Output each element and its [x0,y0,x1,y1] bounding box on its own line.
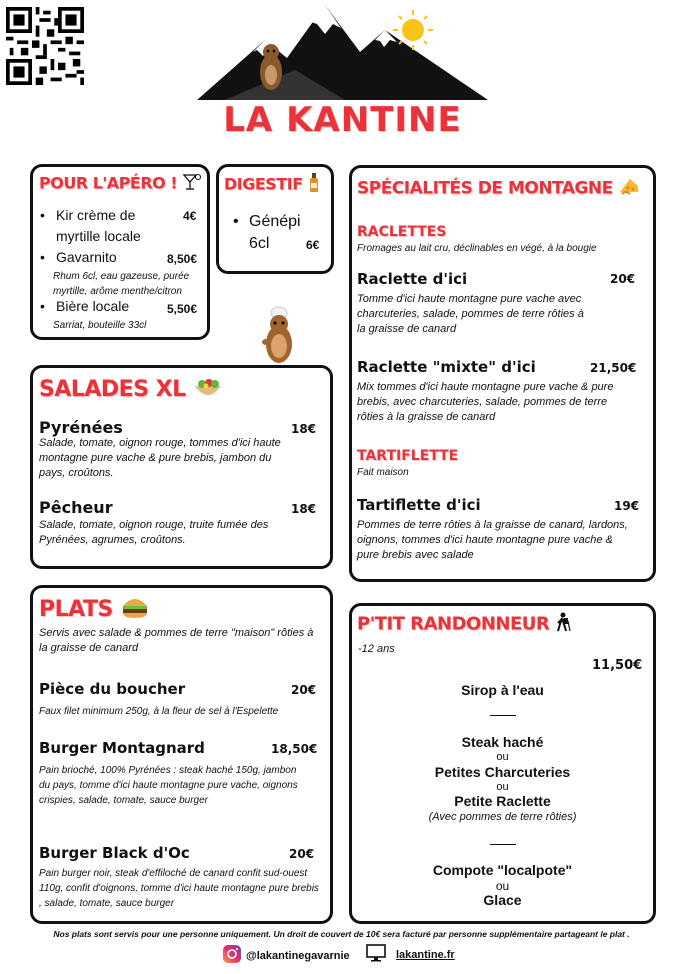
digestif-title-text: DIGESTIF [224,174,303,194]
raclette-1-name: Raclette "mixte" d'ici [357,358,536,376]
randonneur-drink: Sirop à l'eau [461,682,544,698]
randonneur-title-text: P'TIT RANDONNEUR [357,613,550,635]
tartiflette-0-desc: Pommes de terre rôties à la graisse de canard, lardons, oignons, tommes d'ici haute montagne pure vache & pure brebis avec salade [357,519,628,561]
plat-2-desc: Pain burger noir, steak d'effiloché de canard confit sud-ouest 110g, confit d'oignons, tomme d'ici haute montagne pure brebis , salade, tomate, sauce burger [39,868,319,909]
randonneur-main-1: Steak haché [461,734,544,750]
randonneur-or-1: ou [496,751,509,763]
chef-marmot-icon [258,306,300,366]
plat-0-price: 20€ [291,683,317,697]
instagram-link[interactable] [222,944,350,967]
salade-0-name: Pyrénées [39,418,123,437]
salade-1-desc: Salade, tomate, oignon rouge, truite fumée des Pyrénées, agrumes, croûtons. [39,519,269,546]
monitor-icon [366,944,386,965]
apero-item-1-note: Rhum 6cl, eau gazeuse, purée myrtille, arôme menthe/citron [53,271,190,297]
randonneur-age: -12 ans [358,643,395,655]
raclette-0-price: 20€ [610,272,636,286]
plat-1-name: Burger Montagnard [39,739,205,757]
apero-item-2-note: Sarriat, bouteille 33cl [53,320,147,331]
raclette-0-desc: Tomme d'ici haute montagne pure vache avec charcuteries, salade, pommes de terre rôties à la graisse de canard [357,293,584,335]
sun-icon [393,10,433,50]
raclette-0-name: Raclette d'ici [357,270,468,288]
website-link[interactable] [366,944,455,965]
digestif-item-0-price: 6€ [306,238,320,252]
plats-title-text: PLATS [39,597,113,622]
salade-1-name: Pêcheur [39,498,113,517]
digestif-section [216,164,334,274]
plat-1-desc: Pain brioché, 100% Pyrénées : steak haché 150g, jambon du pays, tomme d'ici haute montagne pure vache, oignons crispies, salade, tomate, sauce burger [39,765,298,806]
raclettes-title: RACLETTES [357,224,447,240]
randonneur-main-note: (Avec pommes de terre rôties) [428,811,577,823]
salades-section [30,365,333,569]
apero-title-text: POUR L'APÉRO ! [39,173,178,193]
apero-item-0-name: • Kir crème de myrtille locale [56,205,171,247]
randonneur-dessert-2: Glace [483,892,522,908]
randonneur-separator-2 [490,844,516,845]
burger-icon [120,594,150,626]
instagram-handle: @lakantinegavarnie [246,949,350,962]
randonneur-dessert-1: Compote "localpote" [432,862,573,878]
apero-item-2-name: • Bière locale [56,298,129,314]
apero-section [30,164,210,340]
randonneur-section [349,603,656,924]
salade-0-price: 18€ [291,422,317,436]
raclettes-note: Fromages au lait cru, déclinables en végé, à la bougie [357,243,597,254]
salade-1-price: 18€ [291,502,317,516]
plats-intro: Servis avec salade & pommes de terre "maison" rôties à la graisse de canard [39,627,314,654]
apero-title [39,173,202,195]
digestif-title [224,173,320,197]
apero-item-0-price: 4€ [183,209,197,223]
plats-title [39,594,150,626]
footer-note: Nos plats sont servis pour une personne uniquement. Un droit de couvert de 10€ sera facturé par personne supplémentaire partageant le plat . [53,929,630,939]
cheese-icon [618,176,640,201]
plat-2-name: Burger Black d'Oc [39,844,190,862]
plats-section [30,585,333,924]
tartiflette-0-price: 19€ [614,499,640,513]
tartiflette-0-name: Tartiflette d'ici [357,496,481,514]
apero-item-2-price: 5,50€ [167,302,198,316]
salade-0-desc: Salade, tomate, oignon rouge, tommes d'ici haute montagne pure vache & pure brebis, jambon du pays, croûtons. [39,437,281,479]
digestif-item-0-name: • Génépi 6cl [249,211,311,255]
tartiflette-title: TARTIFLETTE [357,448,459,464]
salades-title-text: SALADES XL [39,377,186,402]
specialites-title-text: SPÉCIALITÉS DE MONTAGNE [357,178,613,199]
plat-2-price: 20€ [289,847,315,861]
brand-name: LA KANTINE [223,100,462,140]
randonneur-main-3: Petite Raclette [454,793,551,809]
specialites-section [349,165,656,582]
website-url: lakantine.fr [396,948,455,961]
hiker-icon [555,612,571,637]
randonneur-title [357,612,571,637]
cocktail-icon [182,173,202,195]
mountain-logo [195,0,490,110]
randonneur-or-3: ou [495,879,510,893]
randonneur-or-2: ou [496,781,509,793]
plat-1-price: 18,50€ [271,742,318,756]
raclette-1-desc: Mix tommes d'ici haute montagne pure vache & pure brebis, avec charcuteries, salade, pommes de terre rôties à la graisse de canard [357,381,614,423]
apero-item-1-price: 8,50€ [167,252,198,266]
bottle-icon [308,173,320,197]
marmot-icon [260,44,282,90]
specialites-title [357,176,640,201]
raclette-1-price: 21,50€ [590,361,637,375]
randonneur-separator-1 [490,715,516,716]
randonneur-price: 11,50€ [592,658,643,673]
tartiflette-note: Fait maison [357,467,409,478]
qr-code[interactable] [6,7,84,85]
apero-item-1-name: • Gavarnito [56,249,117,265]
plat-0-name: Pièce du boucher [39,680,186,698]
salades-title [39,374,223,406]
plat-0-desc: Faux filet minimum 250g, à la fleur de sel à l'Espelette [39,706,279,717]
instagram-icon [222,944,242,967]
salad-icon [193,374,223,406]
randonneur-main-2: Petites Charcuteries [434,764,571,780]
